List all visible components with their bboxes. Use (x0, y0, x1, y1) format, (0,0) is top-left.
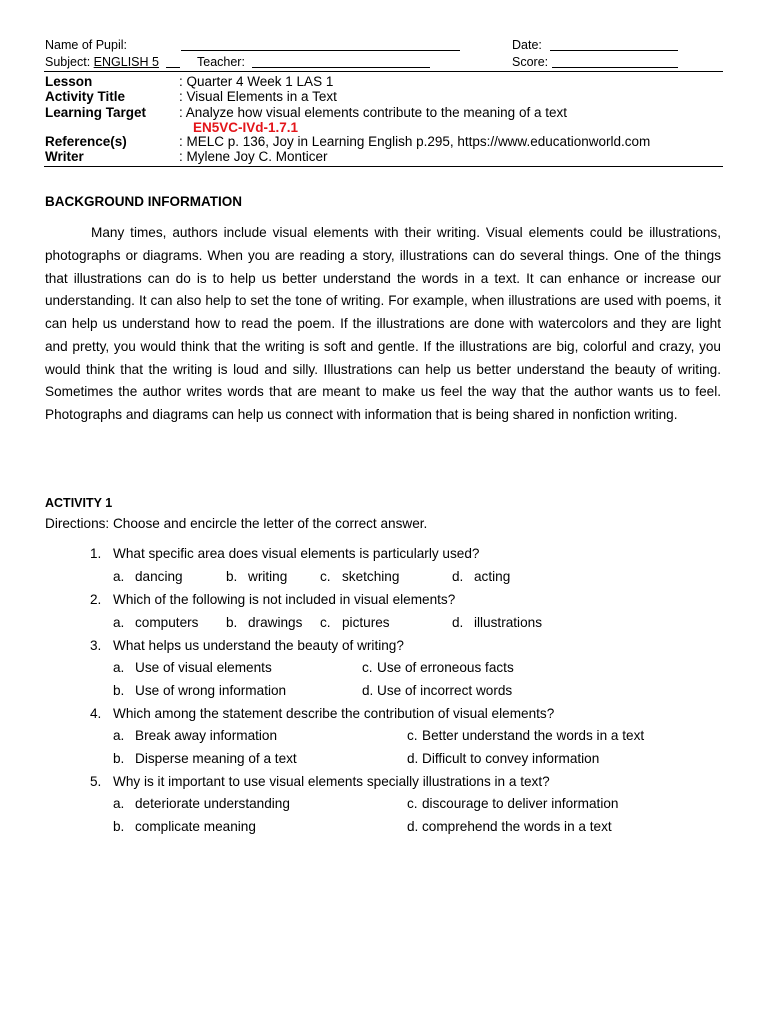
meta-label: Learning Target (45, 105, 147, 120)
top-divider (44, 71, 723, 72)
subject-field (45, 55, 159, 69)
option-text: computers (135, 615, 199, 630)
meta-value: : Mylene Joy C. Monticer (179, 149, 328, 164)
option-text: Use of erroneous facts (377, 660, 514, 675)
option-text: complicate meaning (135, 819, 256, 834)
option-5d[interactable] (407, 819, 612, 834)
option-3b[interactable] (113, 683, 286, 698)
option-2c[interactable] (320, 615, 390, 630)
competency-code: EN5VC-IVd-1.7.1 (193, 120, 299, 135)
option-letter: b. (113, 751, 125, 766)
meta-activity-title (45, 89, 725, 104)
name-blank[interactable] (181, 38, 460, 51)
option-text: Difficult to convey information (422, 751, 600, 766)
question-text: What helps us understand the beauty of writing? (113, 638, 404, 653)
option-1d[interactable] (452, 569, 510, 584)
option-text: Disperse meaning of a text (135, 751, 297, 766)
subject-value: ENGLISH 5 (93, 55, 159, 69)
option-text: Better understand the words in a text (422, 728, 645, 743)
option-letter: c. (320, 615, 331, 630)
option-text: Use of wrong information (135, 683, 287, 698)
question-text: Why is it important to use visual elements specially illustrations in a text? (113, 774, 550, 789)
background-paragraph: Many times, authors include visual elements with their writing. Visual elements could be illustrations, photographs or diagrams. When you are reading a story, illustrations can do several things. One of the things that illustrations can do is to help us better understand the words in a text. It can enhance or increase our understanding. It can also help to set the tone of writing. For example, when illustrations are used with poems, it can help us understand how to read the poem. If the illustrations are done with watercolors and they are light and pretty, you would think that the writing is soft and gentle. If the illustrations are big, colorful and crazy, you would think that the writing is loud and silly. Illustrations can help us better understand the beauty of writing. Sometimes the author writes words that are meant to make us feel the way that the author wants us to feel. Photographs and diagrams can help us connect with information that is being shared in nonfiction writing. (45, 225, 721, 422)
question-2 (90, 592, 455, 607)
option-letter: b. (113, 819, 125, 834)
option-letter: b. (226, 615, 238, 630)
subject-label: Subject: (45, 55, 91, 69)
option-3d[interactable] (362, 683, 512, 698)
question-number: 5. (90, 774, 102, 789)
meta-competency-code (45, 120, 725, 135)
meta-label: Writer (45, 149, 84, 164)
option-4d[interactable] (407, 751, 599, 766)
option-text: Use of visual elements (135, 660, 272, 675)
teacher-blank[interactable] (252, 55, 430, 68)
option-text: writing (248, 569, 288, 584)
option-letter: d. (452, 569, 464, 584)
option-letter: a. (113, 660, 125, 675)
activity-title: ACTIVITY 1 (45, 496, 113, 510)
teacher-field (197, 55, 245, 69)
score-field (512, 55, 548, 69)
option-text: illustrations (474, 615, 542, 630)
question-text: Which of the following is not included in visual elements? (113, 592, 456, 607)
question-5 (90, 774, 550, 789)
question-text: Which among the statement describe the contribution of visual elements? (113, 706, 555, 721)
option-letter: a. (113, 569, 125, 584)
option-letter: c. (407, 728, 418, 743)
meta-value: : MELC p. 136, Joy in Learning English p.295, https://www.educationworld.com (179, 134, 651, 149)
option-1b[interactable] (226, 569, 287, 584)
option-4a[interactable] (113, 728, 277, 743)
meta-value: : Visual Elements in a Text (179, 89, 337, 104)
score-blank[interactable] (552, 55, 678, 68)
meta-learning-target (45, 105, 725, 120)
option-letter: c. (362, 660, 373, 675)
score-label: Score: (512, 55, 549, 69)
option-text: pictures (342, 615, 390, 630)
option-5b[interactable] (113, 819, 256, 834)
option-4c[interactable] (407, 728, 644, 743)
name-label: Name of Pupil: (45, 38, 127, 52)
question-3 (90, 638, 404, 653)
date-label: Date: (512, 38, 542, 52)
option-text: dancing (135, 569, 183, 584)
option-3a[interactable] (113, 660, 272, 675)
option-2d[interactable] (452, 615, 542, 630)
date-field (512, 38, 542, 52)
meta-value: : Quarter 4 Week 1 LAS 1 (179, 74, 334, 89)
option-text: drawings (248, 615, 303, 630)
question-number: 1. (90, 546, 102, 561)
option-text: comprehend the words in a text (422, 819, 612, 834)
option-letter: d. (407, 819, 419, 834)
option-letter: a. (113, 796, 125, 811)
background-title: BACKGROUND INFORMATION (45, 194, 242, 209)
meta-lesson (45, 74, 725, 89)
question-text: What specific area does visual elements is particularly used? (113, 546, 480, 561)
option-3c[interactable] (362, 660, 514, 675)
question-number: 3. (90, 638, 102, 653)
question-number: 4. (90, 706, 102, 721)
meta-label: Lesson (45, 74, 93, 89)
option-letter: a. (113, 728, 125, 743)
option-1a[interactable] (113, 569, 183, 584)
option-text: acting (474, 569, 511, 584)
question-4 (90, 706, 554, 721)
option-letter: b. (113, 683, 125, 698)
option-letter: b. (226, 569, 238, 584)
teacher-label: Teacher: (197, 55, 245, 69)
option-text: Break away information (135, 728, 278, 743)
meta-references (45, 134, 725, 149)
question-number: 2. (90, 592, 102, 607)
option-letter: c. (407, 796, 418, 811)
option-letter: d. (407, 751, 419, 766)
option-text: discourage to deliver information (422, 796, 619, 811)
option-letter: a. (113, 615, 125, 630)
meta-label: Reference(s) (45, 134, 127, 149)
option-2b[interactable] (226, 615, 302, 630)
option-2a[interactable] (113, 615, 198, 630)
meta-value: : Analyze how visual elements contribute to the meaning of a text (179, 105, 567, 120)
meta-divider (44, 166, 723, 167)
option-letter: d. (452, 615, 464, 630)
option-text: deteriorate understanding (135, 796, 290, 811)
meta-label: Activity Title (45, 89, 126, 104)
option-5c[interactable] (407, 796, 618, 811)
date-blank[interactable] (550, 38, 678, 51)
option-text: Use of incorrect words (377, 683, 513, 698)
option-5a[interactable] (113, 796, 290, 811)
name-field (45, 38, 127, 52)
option-letter: d. (362, 683, 374, 698)
subject-blank (166, 55, 180, 68)
meta-writer (45, 149, 725, 164)
option-1c[interactable] (320, 569, 399, 584)
option-letter: c. (320, 569, 331, 584)
activity-directions: Directions: Choose and encircle the letter of the correct answer. (45, 516, 428, 531)
option-text: sketching (342, 569, 400, 584)
question-1 (90, 546, 479, 561)
option-4b[interactable] (113, 751, 297, 766)
